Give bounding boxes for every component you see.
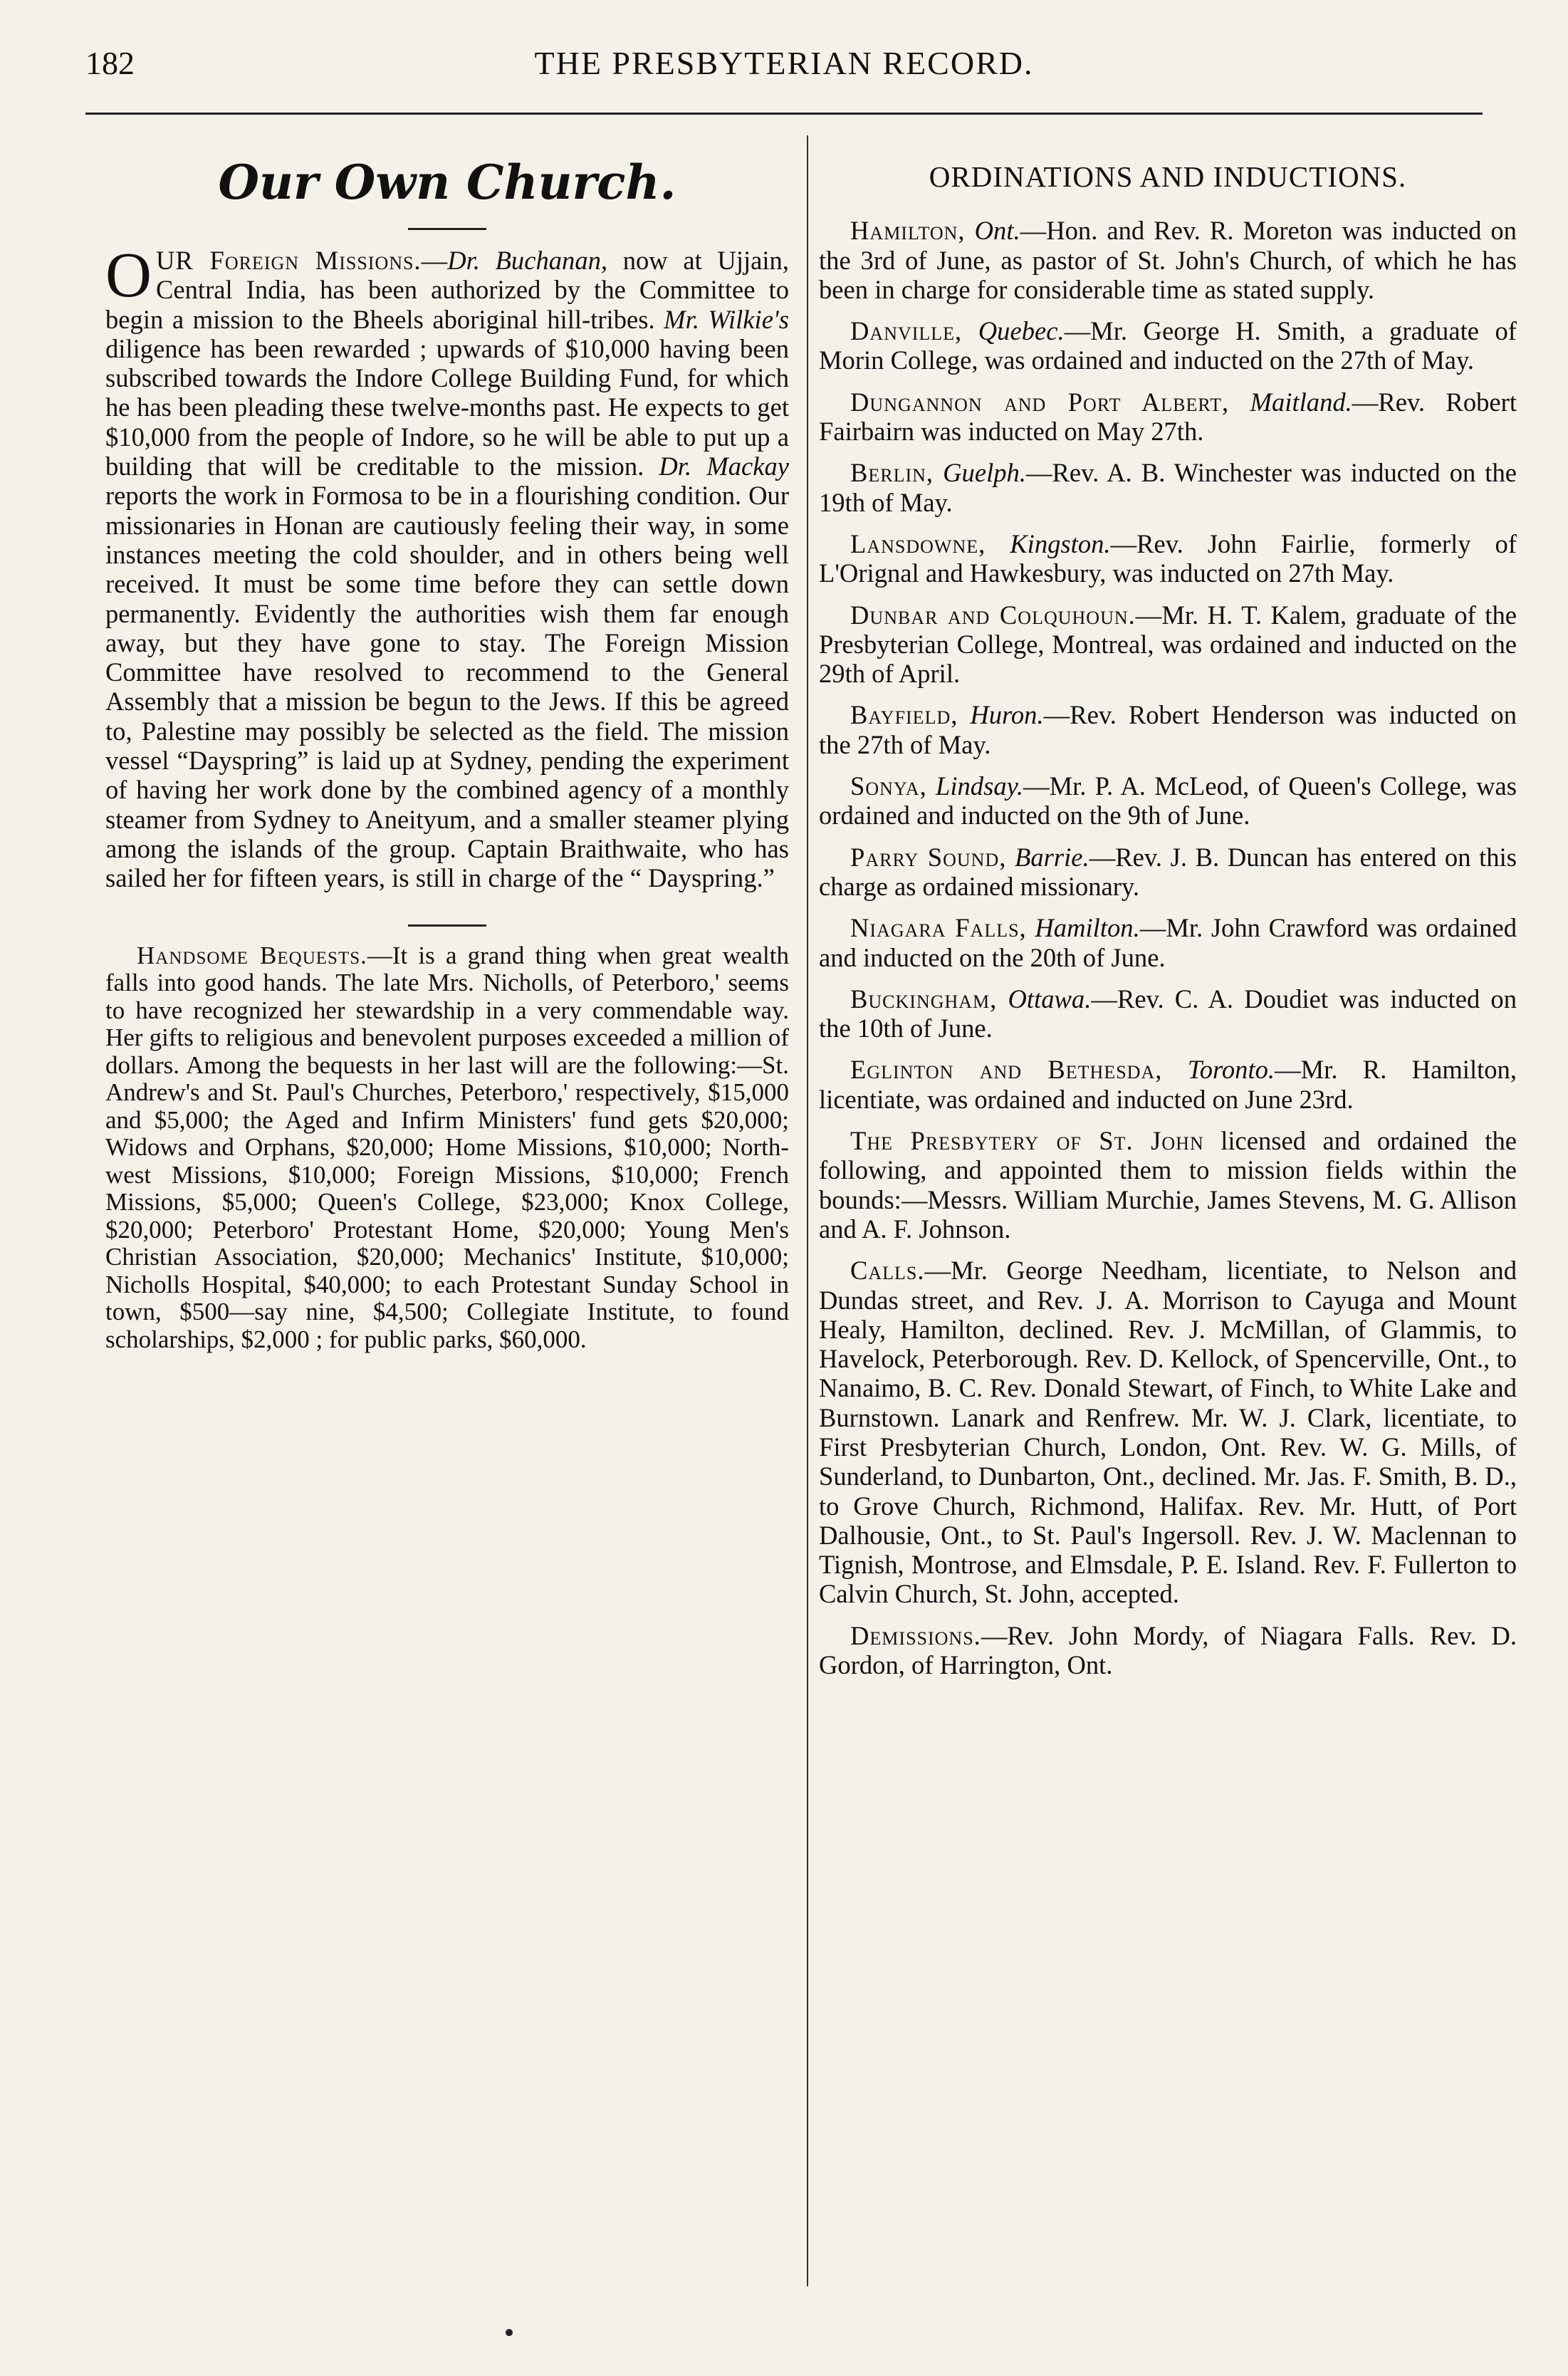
name-dr-mackay: Dr. Mackay (659, 452, 789, 481)
entry-place: Buckingham, (850, 984, 998, 1014)
entry-place: Bayfield, (850, 700, 958, 730)
paragraph-text: —Mr. George Needham, licentiate, to Nelson and Dundas street, and Rev. J. A. Morrison to Cayuga and Mount Healy, Hamilton, declined. Rev. J. McMillan, of Glammis, to Havelock, Peterborough. Rev. D. Kellock, of Spencerville, Ont., to Nanaimo, B. C. Rev. Donald Stewart, of Finch, to White Lake and Burnstown. Lanark and Renfrew. Mr. W. J. Clark, licentiate, to First Presbyterian Church, London, Ont. Rev. W. G. Mills, of Sunderland, to Dunbarton, Ont., declined. Mr. Jas. F. Smith, B. D., to Grove Church, Richmond, Halifax. Rev. Mr. Hutt, of Port Dalhousie, Ont., to St. Paul's Ingersoll. Rev. J. W. Maclennan to Tignish, Montrose, and Elmsdale, P. E. Island. Rev. F. Fullerton to Calvin Church, St. John, accepted. (819, 1256, 1517, 1609)
short-rule (408, 228, 486, 230)
entry-text: —Rev. John Fairlie, formerly of L'Orignal and Hawkesbury, was inducted on 27th May. (819, 528, 1517, 588)
foreign-missions-lead: UR Foreign Missions. (156, 246, 422, 275)
entry-presbytery: Quebec. (978, 316, 1065, 346)
ordination-entry (819, 387, 1517, 447)
ordination-entry (819, 316, 1517, 375)
ordination-entry (819, 984, 1517, 1043)
bequests-lead: Handsome Bequests. (137, 941, 367, 969)
paragraph-text: diligence has been rewarded ; upwards of $10,000 having been subscribed towards the Indore College Building Fund, for which he has been pleading these twelve-months past. He expects to get $10,000 from the people of Indore, so he will be able to put up a building that will be creditable to the mission. (105, 333, 789, 481)
ordination-entry (819, 913, 1517, 972)
section-heading-our-own-church: Our Own Church. (218, 155, 676, 210)
ordination-entry (819, 458, 1517, 517)
entry-text: —Rev. J. B. Duncan has entered on this charge as ordained missionary. (819, 842, 1517, 901)
entry-place: Berlin, (850, 458, 934, 488)
entry-place: Hamilton, (850, 216, 966, 246)
entry-text: —Rev. Robert Henderson was inducted on the 27th of May. (819, 700, 1517, 759)
demissions-lead: Demissions. (850, 1620, 981, 1650)
entry-text: —Rev. A. B. Winchester was inducted on the 19th of May. (819, 458, 1517, 517)
entry-presbytery: Barrie. (1015, 842, 1089, 872)
entry-place: Eglinton and Bethesda, (850, 1055, 1163, 1085)
ordinations-list (819, 216, 1517, 1244)
entry-place: Dunbar and Colquhoun. (850, 600, 1136, 630)
entry-place: The Presbytery of St. John (850, 1126, 1204, 1156)
ordination-entry (819, 771, 1517, 830)
paragraph-text: —It is a grand thing when great wealth falls into good hands. The late Mrs. Nicholls, of Peterboro,' seems to have recognized her stewardship in a very commendable way. Her gifts to religious and benevolent purposes exceeded a million of dollars. Among the bequests in her last will are the following:—St. Andrew's and St. Paul's Churches, Peterboro,' respectively, $15,000 and $5,000; the Aged and Infirm Ministers' fund gets $20,000; Widows and Orphans, $20,000; Home Missions, $10,000; North-west Missions, $10,000; Foreign Missions, $10,000; French Missions, $5,000; Queen's College, $23,000; Knox College, $20,000; Peterboro' Protestant Home, $20,000; Young Men's Christian Association, $20,000; Mechanics' Institute, $10,000; Nicholls Hospital, $40,000; to each Protestant Sunday School in town, $500—say nine, $4,500; Collegiate Institute, to found scholarships, $2,000 ; for public parks, $60,000. (105, 941, 789, 1353)
name-mr-wilkie: Mr. Wilkie's (664, 304, 789, 334)
entry-place: Parry Sound, (850, 842, 1007, 872)
ordination-entry (819, 600, 1517, 689)
entry-presbytery: Huron. (970, 700, 1044, 730)
entry-text: —Rev. C. A. Doudiet was inducted on the 10th of June. (819, 984, 1517, 1043)
entry-place: Sonya, (850, 771, 927, 801)
left-column (105, 157, 789, 1362)
column-divider (807, 135, 808, 2286)
entry-text: —Hon. and Rev. R. Moreton was inducted on the 3rd of June, as pastor of St. John's Church, of which he has been in charge for considerable time as stated supply. (819, 216, 1517, 304)
entry-text: —Rev. Robert Fairbairn was inducted on May 27th. (819, 387, 1517, 447)
ordination-entry (819, 1126, 1517, 1244)
calls-paragraph (819, 1256, 1517, 1609)
header-rule (85, 113, 1483, 115)
section-heading-ordinations: ORDINATIONS AND INDUCTIONS. (929, 160, 1407, 193)
ordination-entry (819, 216, 1517, 304)
drop-cap: O (105, 240, 152, 311)
page-header (85, 44, 1483, 94)
entry-presbytery: Maitland. (1250, 387, 1352, 417)
ordination-entry (819, 843, 1517, 902)
bequests-paragraph (105, 942, 789, 1354)
paragraph-text: now at Ujjain, Central India, has been authorized by the Committee to begin a mission to the Bheels aboriginal hill-tribes. (105, 246, 789, 334)
entry-place: Niagara Falls, (850, 913, 1027, 943)
short-rule (408, 924, 486, 927)
entry-place: Danville, (850, 316, 963, 346)
stray-mark (506, 2329, 513, 2336)
entry-text: —Mr. John Crawford was ordained and inducted on the 20th of June. (819, 913, 1517, 972)
entry-presbytery: Ont. (974, 216, 1020, 246)
entry-text: —Mr. P. A. McLeod, of Queen's College, was ordained and inducted on the 9th of June. (819, 771, 1517, 830)
entry-presbytery: Guelph. (943, 458, 1026, 488)
entry-presbytery: Ottawa. (1008, 984, 1092, 1014)
page-number: 182 (85, 45, 135, 81)
name-dr-buchanan: Dr. Buchanan, (447, 246, 608, 275)
ordination-entry (819, 529, 1517, 588)
entry-presbytery: Kingston. (1010, 528, 1111, 558)
entry-text: licensed and ordained the following, and appointed them to mission fields within the bounds:—Messrs. William Murchie, James Stevens, M. G. Allison and A. F. Johnson. (819, 1126, 1517, 1244)
entry-place: Dungannon and Port Albert, (850, 387, 1230, 417)
entry-text: —Mr. R. Hamilton, licentiate, was ordained and inducted on June 23rd. (819, 1055, 1517, 1114)
entry-presbytery: Toronto. (1187, 1055, 1275, 1085)
entry-text: —Mr. George H. Smith, a graduate of Morin College, was ordained and inducted on the 27th of May. (819, 316, 1517, 375)
right-column (819, 157, 1517, 1692)
dash: — (421, 246, 448, 275)
paragraph-text: reports the work in Formosa to be in a flourishing condition. Our missionaries in Honan are cautiously feeling their way, in some instances meeting the cold shoulder, and in others being well received. It must be some time before they can settle down permanently. Evidently the authorities wish them far enough away, but they have gone to stay. The Foreign Mission Committee have resolved to recommend to the General Assembly that a mission be begun to the Jews. If this be agreed to, Palestine may possibly be selected as the field. The mission vessel “Dayspring” is laid up at Sydney, pending the experiment of having her work done by the combined agency of a monthly steamer from Sydney to Aneityum, and a smaller steamer plying among the islands of the group. Captain Braithwaite, who has sailed her for fifteen years, is still in charge of the “ Dayspring.” (105, 481, 789, 893)
paragraph-text: —Rev. John Mordy, of Niagara Falls. Rev. D. Gordon, of Harrington, Ont. (819, 1620, 1517, 1680)
entry-text: —Mr. H. T. Kalem, graduate of the Presbyterian College, Montreal, was ordained and inducted on the 29th of April. (819, 600, 1517, 689)
running-title: THE PRESBYTERIAN RECORD. (534, 45, 1034, 81)
calls-lead: Calls. (850, 1256, 925, 1286)
entry-presbytery: Lindsay. (936, 771, 1023, 801)
ordination-entry (819, 1055, 1517, 1114)
foreign-missions-paragraph (105, 240, 789, 893)
ordination-entry (819, 700, 1517, 759)
entry-presbytery: Hamilton. (1035, 913, 1140, 943)
demissions-paragraph (819, 1621, 1517, 1680)
entry-place: Lansdowne, (850, 528, 986, 558)
